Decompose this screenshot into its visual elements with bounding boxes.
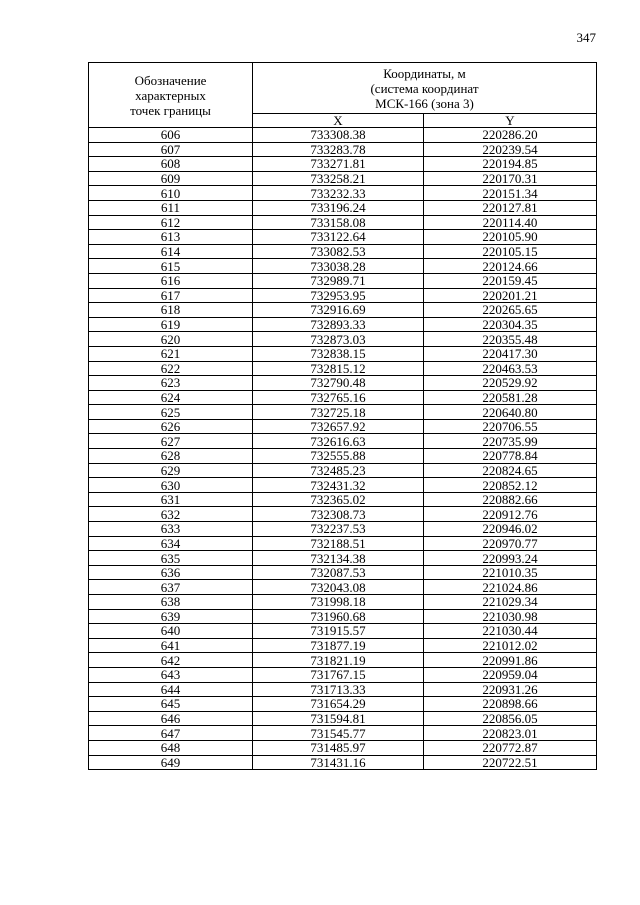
point-cell: 623: [89, 376, 253, 391]
table-row: [89, 522, 597, 537]
table-row: [89, 726, 597, 741]
table-row: [89, 317, 597, 332]
x-cell: 733196.24: [253, 200, 424, 215]
y-cell: 220124.66: [424, 259, 597, 274]
x-cell: 733038.28: [253, 259, 424, 274]
table-row: [89, 449, 597, 464]
table-row: [89, 361, 597, 376]
table-row: [89, 244, 597, 259]
point-cell: 624: [89, 390, 253, 405]
x-cell: 732431.32: [253, 478, 424, 493]
y-cell: 220286.20: [424, 128, 597, 143]
y-cell: 220159.45: [424, 273, 597, 288]
point-cell: 621: [89, 346, 253, 361]
y-cell: 221030.98: [424, 609, 597, 624]
point-cell: 639: [89, 609, 253, 624]
point-cell: 638: [89, 595, 253, 610]
x-cell: 731767.15: [253, 667, 424, 682]
point-cell: 630: [89, 478, 253, 493]
coord-header-line-3: МСК-166 (зона 3): [375, 95, 474, 111]
point-header-line-1: Обозначение: [134, 72, 207, 88]
point-cell: 647: [89, 726, 253, 741]
y-cell: 220856.05: [424, 711, 597, 726]
y-cell: 220931.26: [424, 682, 597, 697]
y-cell: 220640.80: [424, 405, 597, 420]
table-row: [89, 580, 597, 595]
y-cell: 221030.44: [424, 624, 597, 639]
y-cell: 220991.86: [424, 653, 597, 668]
x-cell: 732953.95: [253, 288, 424, 303]
point-cell: 625: [89, 405, 253, 420]
table-row: [89, 142, 597, 157]
point-cell: 642: [89, 653, 253, 668]
table-row: [89, 755, 597, 770]
table-row: [89, 551, 597, 566]
table-row: [89, 230, 597, 245]
y-cell: 220824.65: [424, 463, 597, 478]
point-header-line-3: точек границы: [130, 102, 211, 118]
point-cell: 606: [89, 128, 253, 143]
table-row: [89, 697, 597, 712]
y-cell: 220239.54: [424, 142, 597, 157]
y-cell: 220170.31: [424, 171, 597, 186]
point-cell: 645: [89, 697, 253, 712]
x-cell: 731713.33: [253, 682, 424, 697]
table-row: [89, 390, 597, 405]
table-row: [89, 667, 597, 682]
page-number: 347: [576, 30, 596, 45]
y-cell: 220882.66: [424, 492, 597, 507]
y-cell: 220529.92: [424, 376, 597, 391]
point-cell: 622: [89, 361, 253, 376]
x-cell: 731877.19: [253, 638, 424, 653]
point-cell: 615: [89, 259, 253, 274]
y-column-header: Y: [424, 114, 597, 128]
x-cell: 732893.33: [253, 317, 424, 332]
point-cell: 637: [89, 580, 253, 595]
point-cell: 619: [89, 317, 253, 332]
point-cell: 629: [89, 463, 253, 478]
x-cell: 733082.53: [253, 244, 424, 259]
point-cell: 643: [89, 667, 253, 682]
point-cell: 618: [89, 303, 253, 318]
x-cell: 732989.71: [253, 273, 424, 288]
point-cell: 632: [89, 507, 253, 522]
x-cell: 732616.63: [253, 434, 424, 449]
table-row: [89, 536, 597, 551]
point-cell: 641: [89, 638, 253, 653]
x-cell: 732308.73: [253, 507, 424, 522]
y-cell: 220127.81: [424, 200, 597, 215]
x-cell: 732555.88: [253, 449, 424, 464]
x-cell: 732873.03: [253, 332, 424, 347]
point-cell: 614: [89, 244, 253, 259]
table-row: [89, 638, 597, 653]
y-cell: 220993.24: [424, 551, 597, 566]
point-cell: 636: [89, 565, 253, 580]
point-cell: 626: [89, 419, 253, 434]
x-cell: 733308.38: [253, 128, 424, 143]
x-cell: 732134.38: [253, 551, 424, 566]
x-cell: 731654.29: [253, 697, 424, 712]
point-cell: 648: [89, 740, 253, 755]
x-cell: 731545.77: [253, 726, 424, 741]
x-cell: 731960.68: [253, 609, 424, 624]
x-cell: 732815.12: [253, 361, 424, 376]
x-cell: 731485.97: [253, 740, 424, 755]
point-cell: 627: [89, 434, 253, 449]
y-cell: 220772.87: [424, 740, 597, 755]
table-row: [89, 200, 597, 215]
table-row: [89, 171, 597, 186]
point-cell: 628: [89, 449, 253, 464]
table-row: [89, 186, 597, 201]
y-cell: 220898.66: [424, 697, 597, 712]
table-row: [89, 740, 597, 755]
table-row: [89, 157, 597, 172]
x-cell: 732725.18: [253, 405, 424, 420]
y-cell: 221024.86: [424, 580, 597, 595]
table-row: [89, 419, 597, 434]
x-cell: 731821.19: [253, 653, 424, 668]
table-row: [89, 624, 597, 639]
point-designation-header: [89, 63, 253, 128]
table-row: [89, 595, 597, 610]
table-row: [89, 507, 597, 522]
table-body: [89, 128, 597, 770]
x-cell: 732043.08: [253, 580, 424, 595]
table-row: [89, 288, 597, 303]
point-cell: 631: [89, 492, 253, 507]
y-cell: 220194.85: [424, 157, 597, 172]
x-cell: 733271.81: [253, 157, 424, 172]
y-cell: 220722.51: [424, 755, 597, 770]
table-row: [89, 565, 597, 580]
point-cell: 644: [89, 682, 253, 697]
y-cell: 220265.65: [424, 303, 597, 318]
y-cell: 220463.53: [424, 361, 597, 376]
y-cell: 220581.28: [424, 390, 597, 405]
y-cell: 221012.02: [424, 638, 597, 653]
table-row: [89, 405, 597, 420]
x-cell: 731431.16: [253, 755, 424, 770]
table-row: [89, 259, 597, 274]
x-column-header: X: [253, 114, 424, 128]
point-cell: 611: [89, 200, 253, 215]
table-row: [89, 492, 597, 507]
x-cell: 732657.92: [253, 419, 424, 434]
table-row: [89, 332, 597, 347]
table-row: [89, 434, 597, 449]
table-row: [89, 128, 597, 143]
y-cell: 220946.02: [424, 522, 597, 537]
y-cell: 220970.77: [424, 536, 597, 551]
point-cell: 616: [89, 273, 253, 288]
table-row: [89, 273, 597, 288]
coord-header-line-1: Координаты, м: [383, 65, 466, 81]
x-cell: 731915.57: [253, 624, 424, 639]
x-cell: 733258.21: [253, 171, 424, 186]
point-cell: 635: [89, 551, 253, 566]
x-cell: 732087.53: [253, 565, 424, 580]
y-cell: 220823.01: [424, 726, 597, 741]
x-cell: 732790.48: [253, 376, 424, 391]
table-row: [89, 215, 597, 230]
y-cell: 220852.12: [424, 478, 597, 493]
x-cell: 731998.18: [253, 595, 424, 610]
point-cell: 610: [89, 186, 253, 201]
point-cell: 617: [89, 288, 253, 303]
point-cell: 608: [89, 157, 253, 172]
y-cell: 220114.40: [424, 215, 597, 230]
y-cell: 220105.15: [424, 244, 597, 259]
x-cell: 732765.16: [253, 390, 424, 405]
table-row: [89, 376, 597, 391]
y-cell: 221010.35: [424, 565, 597, 580]
table-row: [89, 653, 597, 668]
y-cell: 220355.48: [424, 332, 597, 347]
table-row: [89, 463, 597, 478]
table-row: [89, 711, 597, 726]
x-cell: 733122.64: [253, 230, 424, 245]
table-row: [89, 682, 597, 697]
x-cell: 731594.81: [253, 711, 424, 726]
y-cell: 220735.99: [424, 434, 597, 449]
x-cell: 732237.53: [253, 522, 424, 537]
point-cell: 646: [89, 711, 253, 726]
x-cell: 733158.08: [253, 215, 424, 230]
y-cell: 220706.55: [424, 419, 597, 434]
x-cell: 732365.02: [253, 492, 424, 507]
y-cell: 220959.04: [424, 667, 597, 682]
x-cell: 732916.69: [253, 303, 424, 318]
x-cell: 732188.51: [253, 536, 424, 551]
table-row: [89, 303, 597, 318]
point-cell: 633: [89, 522, 253, 537]
coord-header-line-2: (система координат: [370, 80, 479, 96]
point-cell: 613: [89, 230, 253, 245]
x-cell: 733283.78: [253, 142, 424, 157]
y-cell: 220417.30: [424, 346, 597, 361]
point-cell: 620: [89, 332, 253, 347]
x-cell: 732838.15: [253, 346, 424, 361]
point-cell: 612: [89, 215, 253, 230]
x-cell: 733232.33: [253, 186, 424, 201]
y-cell: 221029.34: [424, 595, 597, 610]
y-cell: 220201.21: [424, 288, 597, 303]
y-cell: 220151.34: [424, 186, 597, 201]
point-cell: 634: [89, 536, 253, 551]
y-cell: 220304.35: [424, 317, 597, 332]
point-cell: 649: [89, 755, 253, 770]
y-cell: 220778.84: [424, 449, 597, 464]
table-row: [89, 346, 597, 361]
point-cell: 609: [89, 171, 253, 186]
y-cell: 220912.76: [424, 507, 597, 522]
point-header-line-2: характерных: [135, 87, 206, 103]
point-cell: 640: [89, 624, 253, 639]
coordinates-table: [88, 62, 597, 770]
point-cell: 607: [89, 142, 253, 157]
table-row: [89, 609, 597, 624]
table-row: [89, 478, 597, 493]
x-cell: 732485.23: [253, 463, 424, 478]
y-cell: 220105.90: [424, 230, 597, 245]
coordinates-group-header: [253, 63, 597, 114]
